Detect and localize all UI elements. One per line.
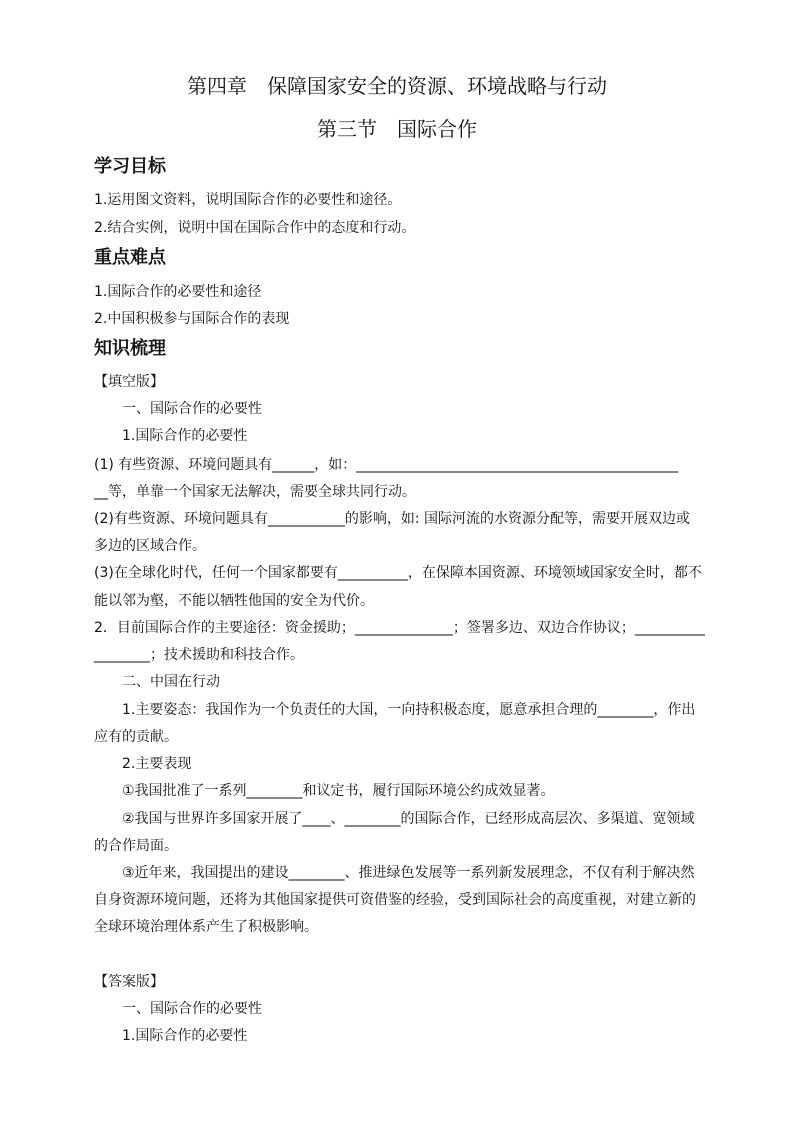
fill-line: ①我国批准了一系列________和议定书，履行国际环境公约成效显著。 (122, 783, 555, 799)
key-point-item: 1.国际合作的必要性和途径 (94, 284, 262, 300)
knowledge-heading: 知识梳理 (94, 338, 166, 359)
key-points-heading: 重点难点 (94, 247, 166, 268)
fill-line: ③近年来，我国提出的建设________、推进绿色发展等一系列新发展理念，不仅有利于解决然 (122, 865, 695, 881)
fill-line: (3)在全球化时代，任何一个国家都要有__________，在保障本国资源、环境领域国家安全时，都不 (94, 565, 702, 581)
answer-version-label: 【答案版】 (94, 974, 164, 990)
fill-line: 2．目前国际合作的主要途径：资金援助；______________；签署多边、双边合作协议；__________ (94, 620, 705, 636)
fill-line: 2.主要表现 (122, 756, 192, 772)
key-point-item: 2.中国积极参与国际合作的表现 (94, 311, 290, 327)
fill-line: 全球环境治理体系产生了积极影响。 (94, 919, 318, 935)
fill-line: 1.主要姿态：我国作为一个负责任的大国，一向持积极态度，愿意承担合理的________，作出 (122, 702, 696, 718)
fill-line: 自身资源环境问题，还将为其他国家提供可资借鉴的经验，受到国际社会的高度重视，对建立新的 (94, 892, 696, 908)
fill-line: 能以邻为壑，不能以牺牲他国的安全为代价。 (94, 593, 374, 609)
answer-line: 一、国际合作的必要性 (122, 1001, 262, 1017)
section-title: 第三节 国际合作 (317, 117, 477, 141)
fill-line: 应有的贡献。 (94, 729, 178, 745)
fill-line: (1) 有些资源、环境问题具有______，如：______________________________________________ (94, 457, 679, 473)
fill-line: 一、国际合作的必要性 (122, 401, 262, 417)
fill-line: 二、中国在行动 (122, 674, 220, 690)
fill-line: ________；技术援助和科技合作。 (94, 647, 304, 663)
fill-line: 多边的区域合作。 (94, 538, 206, 554)
fill-line: 1.国际合作的必要性 (122, 428, 248, 444)
learning-goal-item: 1.运用图文资料，说明国际合作的必要性和途径。 (94, 192, 402, 208)
fill-line: (2)有些资源、环境问题具有___________的影响，如: 国际河流的水资源分配等，需要开展双边或 (94, 511, 690, 527)
answer-line: 1.国际合作的必要性 (122, 1028, 248, 1044)
fill-line: ②我国与世界许多国家开展了____、________的国际合作，已经形成高层次、多渠道、宽领域 (122, 811, 695, 827)
fill-version-label: 【填空版】 (94, 374, 164, 390)
chapter-title: 第四章 保障国家安全的资源、环境战略与行动 (187, 74, 607, 98)
learning-goal-item: 2.结合实例，说明中国在国际合作中的态度和行动。 (94, 220, 416, 236)
learning-goals-heading: 学习目标 (94, 156, 166, 177)
fill-line: 的合作局面。 (94, 838, 178, 854)
fill-line: __等，单靠一个国家无法解决，需要全球共同行动。 (94, 484, 416, 500)
